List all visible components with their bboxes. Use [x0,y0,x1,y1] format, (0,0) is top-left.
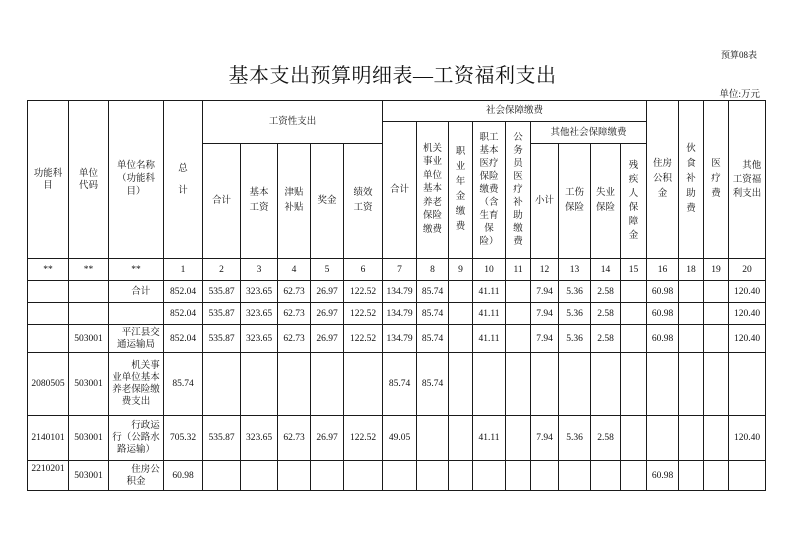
cell-unit-code: 503001 [69,416,109,461]
table-row [28,353,766,416]
column-number-performance-wage: 6 [344,259,383,281]
cell-housing-fund: 60.98 [647,303,679,325]
cell-social-subtotal: 134.79 [383,281,417,303]
column-number-allowance: 4 [278,259,311,281]
cell-meal-allowance [679,353,704,416]
cell-injury-insurance: 5.36 [559,325,591,353]
unit-label: 单位:万元 [719,90,760,100]
cell-housing-fund: 60.98 [647,281,679,303]
cell-allowance [278,461,311,491]
cell-annuity [449,303,473,325]
cell-unit-code: 503001 [69,325,109,353]
cell-unemployment-insurance: 2.58 [591,303,621,325]
cell-annuity [449,461,473,491]
cell-meal-allowance [679,461,704,491]
cell-civil-medical-subsidy [506,416,531,461]
column-number-func-code: ** [28,259,69,281]
cell-func-code: 2080505 [28,353,69,416]
header-func-subject: 功能科目 [28,101,69,259]
cell-housing-fund [647,416,679,461]
cell-social-subtotal: 134.79 [383,325,417,353]
cell-pension: 85.74 [417,303,449,325]
cell-unemployment-insurance: 2.58 [591,281,621,303]
cell-wage-subtotal [203,461,241,491]
header-performance-wage [344,144,383,259]
cell-allowance: 62.73 [278,416,311,461]
cell-total: 852.04 [164,281,203,303]
column-number-medical-fee: 19 [704,259,729,281]
cell-medical-insurance: 41.11 [473,303,506,325]
cell-wage-subtotal: 535.87 [203,416,241,461]
cell-wage-subtotal [203,353,241,416]
table-row [28,303,766,325]
cell-bonus [311,353,344,416]
cell-civil-medical-subsidy [506,303,531,325]
header-other-subtotal: 小计 [531,144,559,259]
cell-annuity [449,281,473,303]
header-allowance-text: 津贴补贴 [284,188,304,213]
cell-allowance: 62.73 [278,325,311,353]
cell-pension: 85.74 [417,353,449,416]
header-meal-allowance-text: 伙食补助费 [686,144,696,214]
cell-total: 60.98 [164,461,203,491]
cell-bonus: 26.97 [311,303,344,325]
cell-unit-name: 平江县交通运输局 [109,325,164,353]
cell-bonus: 26.97 [311,281,344,303]
cell-basic-wage: 323.65 [241,303,278,325]
cell-func-code [28,281,69,303]
cell-medical-fee [704,416,729,461]
cell-other-welfare [729,353,766,416]
cell-wage-subtotal: 535.87 [203,281,241,303]
cell-civil-medical-subsidy [506,281,531,303]
cell-housing-fund [647,353,679,416]
cell-injury-insurance: 5.36 [559,303,591,325]
cell-allowance: 62.73 [278,303,311,325]
cell-unit-code: 503001 [69,461,109,491]
cell-other-social-subtotal [531,353,559,416]
cell-annuity [449,353,473,416]
column-number-row [28,259,766,281]
header-basic-wage-text: 基本工资 [249,188,269,213]
header-unemployment-insurance-text: 失业保险 [596,188,616,213]
column-number-unit-name: ** [109,259,164,281]
column-number-injury-insurance: 13 [559,259,591,281]
header-civil-medical-subsidy-text: 公务员医疗补助缴费 [513,132,523,247]
header-unemployment-insurance [591,144,621,259]
column-number-meal-allowance: 18 [679,259,704,281]
cell-unit-code [69,303,109,325]
cell-pension: 85.74 [417,281,449,303]
cell-total: 705.32 [164,416,203,461]
header-unit-code-text: 单位代码 [79,168,99,191]
cell-injury-insurance [559,461,591,491]
cell-other-social-subtotal [531,461,559,491]
header-social-subtotal: 合计 [383,122,417,259]
cell-medical-insurance [473,353,506,416]
cell-bonus: 26.97 [311,416,344,461]
table-header [28,101,766,259]
column-number-unemployment-insurance: 14 [591,259,621,281]
cell-meal-allowance [679,303,704,325]
cell-injury-insurance [559,353,591,416]
cell-civil-medical-subsidy [506,353,531,416]
header-disability-fund-text: 残疾人保障金 [628,161,639,241]
header-row-1 [28,101,766,122]
cell-disability-fund [621,416,647,461]
cell-medical-fee [704,303,729,325]
cell-medical-fee [704,461,729,491]
cell-performance-wage [344,461,383,491]
cell-unit-code [69,281,109,303]
column-number-annuity: 9 [449,259,473,281]
column-number-basic-wage: 3 [241,259,278,281]
cell-performance-wage: 122.52 [344,303,383,325]
budget-table [27,100,766,491]
cell-disability-fund [621,461,647,491]
cell-disability-fund [621,325,647,353]
column-number-other-welfare: 20 [729,259,766,281]
cell-unemployment-insurance: 2.58 [591,325,621,353]
cell-annuity [449,416,473,461]
cell-func-code [28,325,69,353]
column-number-wage-subtotal: 2 [203,259,241,281]
cell-medical-insurance: 41.11 [473,325,506,353]
cell-medical-fee [704,281,729,303]
cell-unit-name: 住房公积金 [109,461,164,491]
cell-pension: 85.74 [417,325,449,353]
cell-basic-wage: 323.65 [241,281,278,303]
cell-bonus [311,461,344,491]
cell-unit-name: 合计 [109,281,164,303]
cell-housing-fund: 60.98 [647,325,679,353]
cell-unemployment-insurance [591,461,621,491]
cell-other-welfare: 120.40 [729,325,766,353]
cell-disability-fund [621,303,647,325]
cell-total: 852.04 [164,325,203,353]
header-injury-insurance-text: 工伤保险 [565,188,585,213]
cell-housing-fund: 60.98 [647,461,679,491]
cell-unit-code: 503001 [69,353,109,416]
header-unit-name-text: 单位名称（功能科目） [117,161,156,197]
table-row [28,416,766,461]
header-other-welfare-text: 其他工资福利支出 [732,160,762,199]
column-number-housing-fund: 16 [647,259,679,281]
column-number-civil-medical-subsidy: 11 [506,259,531,281]
page-title: 基本支出预算明细表—工资福利支出 [228,65,557,87]
cell-other-welfare [729,461,766,491]
header-medical-fee [704,101,729,259]
cell-basic-wage: 323.65 [241,325,278,353]
header-housing-fund [647,101,679,259]
cell-medical-insurance: 41.11 [473,416,506,461]
header-social-security: 社会保障缴费 [383,101,647,122]
cell-wage-subtotal: 535.87 [203,325,241,353]
cell-meal-allowance [679,416,704,461]
header-wage-subtotal: 合计 [203,144,241,259]
cell-unemployment-insurance [591,353,621,416]
header-injury-insurance [559,144,591,259]
header-pension [417,122,449,259]
header-performance-wage-text: 绩效工资 [353,188,373,213]
cell-injury-insurance: 5.36 [559,416,591,461]
table-body [28,259,766,491]
cell-meal-allowance [679,281,704,303]
cell-disability-fund [621,281,647,303]
cell-social-subtotal: 134.79 [383,303,417,325]
cell-civil-medical-subsidy [506,325,531,353]
header-medical-fee-text: 医疗费 [711,159,721,199]
header-medical-insurance-text: 职工基本医疗保险缴费（含生育保险） [479,132,499,247]
header-pension-text: 机关事业单位基本养老保险缴费 [423,143,443,235]
cell-pension [417,416,449,461]
column-number-other-social-subtotal: 12 [531,259,559,281]
cell-civil-medical-subsidy [506,461,531,491]
cell-total: 852.04 [164,303,203,325]
cell-performance-wage: 122.52 [344,325,383,353]
cell-performance-wage: 122.52 [344,281,383,303]
cell-func-code: 2140101 [28,416,69,461]
header-other-welfare [729,101,766,259]
cell-performance-wage [344,353,383,416]
header-civil-medical-subsidy [506,122,531,259]
cell-meal-allowance [679,325,704,353]
column-number-medical-insurance: 10 [473,259,506,281]
header-basic-wage [241,144,278,259]
header-medical-insurance [473,122,506,259]
cell-other-welfare: 120.40 [729,416,766,461]
header-other-social: 其他社会保障缴费 [531,122,647,144]
cell-unit-name [109,303,164,325]
cell-allowance: 62.73 [278,281,311,303]
header-total [164,101,203,259]
cell-unit-name: 行政运行（公路水路运输） [109,416,164,461]
cell-performance-wage: 122.52 [344,416,383,461]
cell-allowance [278,353,311,416]
cell-unemployment-insurance: 2.58 [591,416,621,461]
cell-medical-insurance [473,461,506,491]
header-annuity [449,122,473,259]
header-allowance [278,144,311,259]
cell-bonus: 26.97 [311,325,344,353]
column-number-social-subtotal: 7 [383,259,417,281]
header-disability-fund [621,144,647,259]
cell-other-social-subtotal: 7.94 [531,325,559,353]
cell-other-social-subtotal: 7.94 [531,416,559,461]
cell-pension [417,461,449,491]
column-number-pension: 8 [417,259,449,281]
header-housing-fund-text: 住房公积金 [653,159,673,199]
table-row [28,281,766,303]
header-bonus: 奖金 [311,144,344,259]
cell-social-subtotal: 85.74 [383,353,417,416]
cell-func-code: 2210201 [28,461,69,491]
cell-other-social-subtotal: 7.94 [531,281,559,303]
header-annuity-text: 职业年金缴费 [455,147,466,232]
cell-social-subtotal [383,461,417,491]
cell-annuity [449,325,473,353]
header-meal-allowance [679,101,704,259]
header-unit-name [109,101,164,259]
cell-basic-wage [241,461,278,491]
cell-disability-fund [621,353,647,416]
column-number-disability-fund: 15 [621,259,647,281]
column-number-total: 1 [164,259,203,281]
cell-wage-subtotal: 535.87 [203,303,241,325]
cell-basic-wage [241,353,278,416]
cell-basic-wage: 323.65 [241,416,278,461]
cell-other-welfare: 120.40 [729,281,766,303]
table-row [28,325,766,353]
cell-total: 85.74 [164,353,203,416]
cell-social-subtotal: 49.05 [383,416,417,461]
column-number-unit-code: ** [69,259,109,281]
header-wage-expenditure: 工资性支出 [203,101,383,144]
header-total-text: 总计 [178,163,188,196]
cell-medical-fee [704,325,729,353]
table-row [28,461,766,491]
column-number-bonus: 5 [311,259,344,281]
form-number: 预算08表 [720,50,757,60]
cell-medical-fee [704,353,729,416]
cell-medical-insurance: 41.11 [473,281,506,303]
cell-func-code [28,303,69,325]
header-unit-code [69,101,109,259]
cell-unit-name: 机关事业单位基本养老保险缴费支出 [109,353,164,416]
cell-other-social-subtotal: 7.94 [531,303,559,325]
cell-injury-insurance: 5.36 [559,281,591,303]
cell-other-welfare: 120.40 [729,303,766,325]
